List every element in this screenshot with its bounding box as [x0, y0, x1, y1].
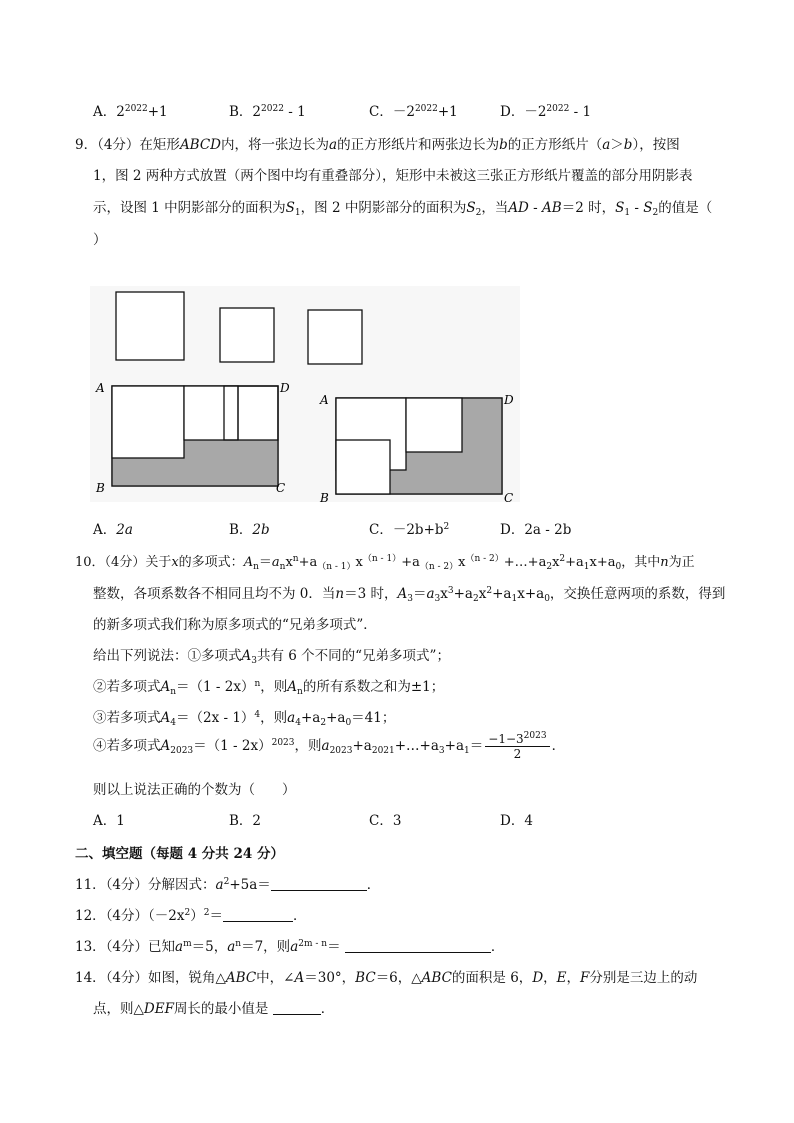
q10-option-d: D．4	[500, 813, 533, 829]
figure-1-label-a: A	[96, 381, 105, 395]
q8-option-c: C．$-2^{2022}+1$	[369, 104, 458, 120]
figure-1-label-c: C	[276, 481, 286, 495]
q14-line1: 14．（4分）如图，锐角△ABC中，∠A＝30°，BC＝6，△ABC的面积是 6，D，E，F分别是三边上的动	[75, 970, 698, 986]
q10-option-c: C．3	[369, 813, 402, 829]
q9-option-d: D．2a - 2b	[500, 522, 572, 538]
q8-option-b: B．$2^{2022} - 1$	[229, 104, 306, 120]
q9-option-a: A．2a	[93, 522, 133, 538]
q9-line3: 示，设图 1 中阴影部分的面积为$S_1$，图 2 中阴影部分的面积为$S_2$，当AD - AB＝2 时，$S_1 - S_2$的值是（	[93, 200, 713, 218]
q10-question: 则以上说法正确的个数为（ ）	[93, 782, 296, 798]
square-b-2	[308, 310, 362, 364]
figure-1	[95, 381, 290, 495]
square-a	[116, 292, 184, 360]
figure-1-label-d: D	[280, 381, 290, 395]
q12: 12．（4分）$(-2x^2)^2=$ ．	[75, 908, 307, 924]
q11: 11．（4分）分解因式：$a^2+5a=$ ．	[75, 877, 381, 893]
q12-answer-blank[interactable]	[223, 908, 293, 922]
figure-2-label-b: B	[320, 491, 329, 502]
figure-2-label-c: C	[504, 491, 514, 502]
q14-answer-blank[interactable]	[273, 1001, 321, 1015]
figure-2-label-d: D	[504, 393, 514, 407]
q10-statement-1: 给出下列说法：①多项式$A_3$共有 6 个不同的“兄弟多项式”；	[93, 648, 450, 666]
q10-statement-4: ④若多项式$A_{2023}=(1 - 2x)^{2023}$，则$a_{2023}+a_{2021}+\dots+a_3+a_1=$ $\frac{-1-3^{2023}}{2}$ ．	[93, 731, 566, 761]
q9-option-b: B．2b	[229, 522, 270, 538]
figure-2	[319, 393, 514, 502]
figure-1-label-b: B	[96, 481, 105, 495]
q13-answer-blank[interactable]	[345, 939, 491, 953]
q9-figure	[90, 286, 520, 502]
q10-statement-2: ②若多项式$A_n=(1 - 2x)^n$，则$A_n$的所有系数之和为±1；	[93, 679, 445, 697]
section-2-title: 二、填空题（每题 4 分共 24 分）	[75, 846, 284, 862]
q9-line1: 9．（4分）在矩形ABCD内，将一张边长为a的正方形纸片和两张边长为b的正方形纸片（a＞b），按图	[75, 137, 680, 153]
q10-line2: 整数，各项系数各不相同且均不为 0．当n＝3 时，$A_3=a_3x^3+a_2x^2+a_1x+a_0$，交换任意两项的系数，得到	[93, 586, 726, 604]
q10-line1: 10．（4分）关于x的多项式：$A_n=a_nx^n+a_{(n - 1)}x^{(n - 1)}+a_{(n - 2)}x^{(n - 2)}+\dots+a_2x^2+a_1x+a_0$，其中n为正	[75, 554, 695, 572]
q10-option-a: A．1	[93, 813, 125, 829]
q9-option-c: C．$-2b+b^2$	[369, 522, 450, 538]
q10-statement-3: ③若多项式$A_4=(2x - 1)^4$，则$a_4+a_2+a_0=41$；	[93, 710, 396, 728]
figure-2-label-a: A	[320, 393, 329, 407]
q10-option-b: B．2	[229, 813, 262, 829]
q10-fraction: $\frac{-1-3^{2023}}{2}$	[485, 732, 549, 761]
q14-line2: 点，则△DEF周长的最小值是 ．	[93, 1001, 335, 1017]
q13: 13．（4分）已知$a^m=5$，$a^n=7$，则$a^{2m - n}=$ ．	[75, 939, 505, 955]
q8-option-d: D．$-2^{2022} - 1$	[500, 104, 592, 120]
q8-option-a: A．$2^{2022}+1$	[93, 104, 168, 120]
square-b-1	[220, 308, 274, 362]
q11-answer-blank[interactable]	[271, 877, 367, 891]
q9-line2: 1，图 2 两种方式放置（两个图中均有重叠部分），矩形中未被这三张正方形纸片覆盖的部分用阴影表	[93, 168, 693, 184]
q10-line3: 的新多项式我们称为原多项式的“兄弟多项式”．	[93, 617, 377, 633]
q9-line4: ）	[93, 232, 107, 248]
